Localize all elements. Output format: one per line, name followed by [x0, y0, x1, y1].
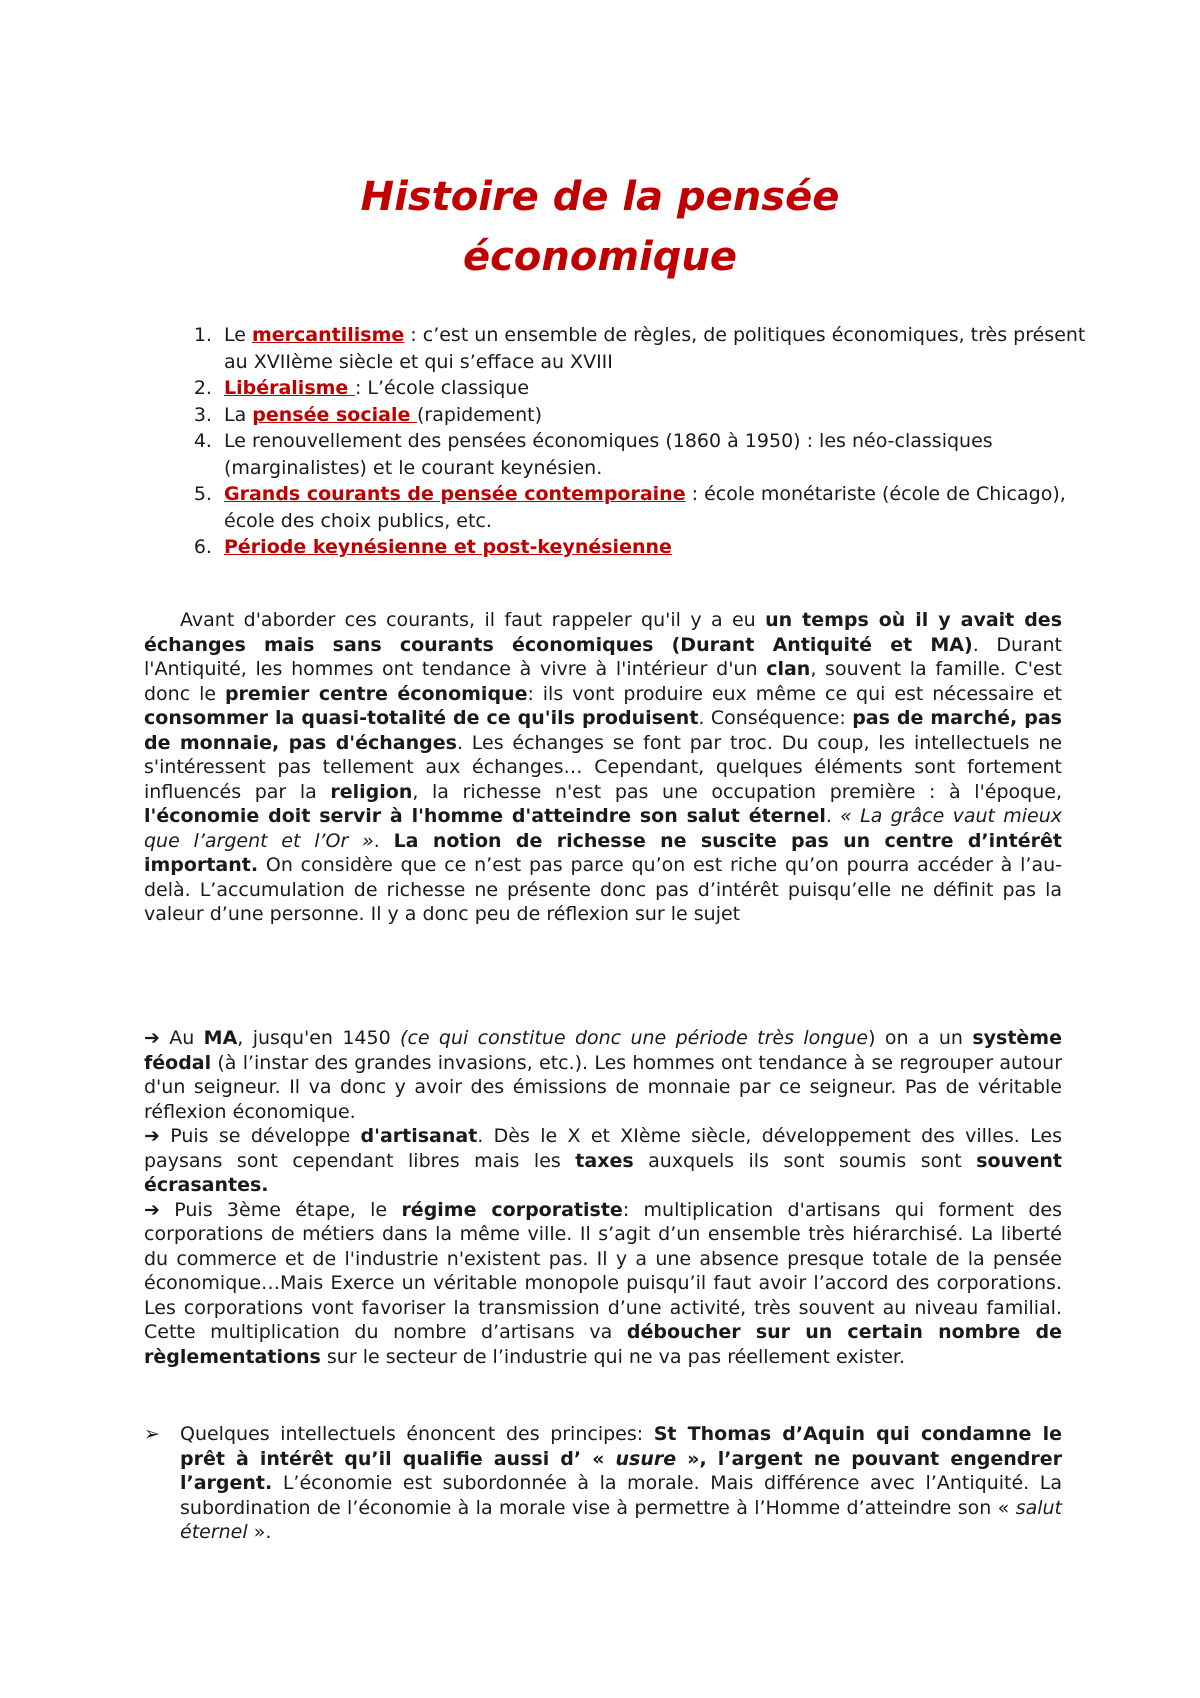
outline-text: Le renouvellement des pensées économiques (1860 à 1950) : les néo-classiques (marginalistes) et le courant keynésien. [224, 430, 993, 479]
outline-text: : c’est un ensemble de règles, de politiques économiques, très présent au XVIIème siècle et qui s’efface au XVIII [224, 324, 1086, 373]
outline-text: : école monétariste (école de Chicago), école des choix publics, etc. [224, 483, 1066, 532]
outline-item-4 [218, 428, 1108, 481]
outline-link-grands-courants: Grands courants de pensée contemporaine [224, 483, 686, 505]
arrow-icon: ➔ [144, 1198, 160, 1221]
arrow-item-artisanat: ➔ Puis se développe d'artisanat. Dès le X et XIème siècle, développement des villes. Les paysans sont cependant libres mais les taxes auxquels ils sont soumis sont souvent écrasantes. [144, 1125, 1062, 1196]
bullet-arrow-icon: ➢ [144, 1423, 160, 1445]
outline-item-5 [218, 481, 1108, 534]
page-title [0, 167, 1200, 287]
paragraph-moyen-age [144, 1026, 1062, 1369]
title-line-1: Histoire de la pensée [360, 173, 840, 220]
outline-link-periode-keynesienne: Période keynésienne et post-keynésienne [224, 536, 672, 558]
bullet-paragraph-thomas-aquin: ➢ Quelques intellectuels énoncent des principes: St Thomas d’Aquin qui condamne le prêt à intérêt qu’il qualifie aussi d’ « usure », l’argent ne pouvant engendrer l’argent. L’économie est subordonnée à la morale. Mais différence avec l’Antiquité. La subordination de l’économie à la morale vise à permettre à l’Homme d’atteindre son « salut éternel ». [144, 1423, 1062, 1543]
outline-item-2 [218, 375, 1108, 402]
outline-item-1 [218, 322, 1108, 375]
paragraph-antiquite: Avant d'aborder ces courants, il faut rappeler qu'il y a eu un temps où il y avait des échanges mais sans courants économiques (Durant Antiquité et MA). Durant l'Antiquité, les hommes ont tendance à vivre à l'intérieur d'un clan, souvent la famille. C'est donc le premier centre économique: ils vont produire eux même ce qui est nécessaire et consommer la quasi-totalité de ce qu'ils produisent. Conséquence: pas de marché, pas de monnaie, pas d'échanges. Les échanges se font par troc. Du coup, les intellectuels ne s'intéressent pas tellement aux échanges… Cependant, quelques éléments sont fortement influencés par la religion, la richesse n'est pas une occupation première : à l'époque, l'économie doit servir à l'homme d'atteindre son salut éternel. « La grâce vaut mieux que l’argent et l’Or ». La notion de richesse ne suscite pas un centre d’intérêt important. On considère que ce n’est pas parce qu’on est riche qu’on pourra accéder à l’au- delà. L’accumulation de richesse ne présente donc pas d’intérêt puisqu’elle ne définit pas la valeur d’une personne. Il y a donc peu de réflexion sur le sujet [144, 609, 1063, 925]
outline-text: (rapidement) [416, 403, 543, 426]
outline-link-mercantilisme: mercantilisme [251, 324, 405, 346]
arrow-icon: ➔ [144, 1027, 160, 1049]
outline-text: : L’école classique [354, 377, 530, 399]
outline-text: La [224, 403, 253, 426]
arrow-item-corporatiste: ➔ Puis 3ème étape, le régime corporatiste: multiplication d'artisans qui forment des corporations de métiers dans la même ville. Il s’agit d’un ensemble très hiérarchisé. La liberté du commerce et de l'industrie n'existent pas. Il y a une absence presque totale de la pensée économique…Mais Exerce un véritable monopole puisqu’il faut avoir l’accord des corporations. Les corporations vont favoriser la transmission d’une activité, très souvent au niveau familial. Cette multiplication du nombre d’artisans va déboucher sur un certain nombre de règlementations sur le secteur de l’industrie qui ne va pas réellement exister. [144, 1198, 1062, 1368]
outline-link-pensee-sociale: pensée sociale [252, 403, 417, 426]
outline-text: Le [224, 324, 252, 346]
arrow-item-feodal: ➔ Au MA, jusqu'en 1450 (ce qui constitue donc une période très longue) on a un système féodal (à l’instar des grandes invasions, etc.). Les hommes ont tendance à se regrouper autour d'un seigneur. Il va donc y avoir des émissions de monnaie par ce seigneur. Pas de véritable réflexion économique. [144, 1027, 1062, 1123]
outline-link-liberalisme: Libéralisme [224, 377, 355, 399]
title-line-2: économique [463, 233, 737, 280]
arrow-icon: ➔ [144, 1125, 160, 1147]
outline-item-3 [218, 402, 1108, 429]
outline-item-6 [218, 534, 1108, 561]
outline-list [170, 322, 1108, 561]
